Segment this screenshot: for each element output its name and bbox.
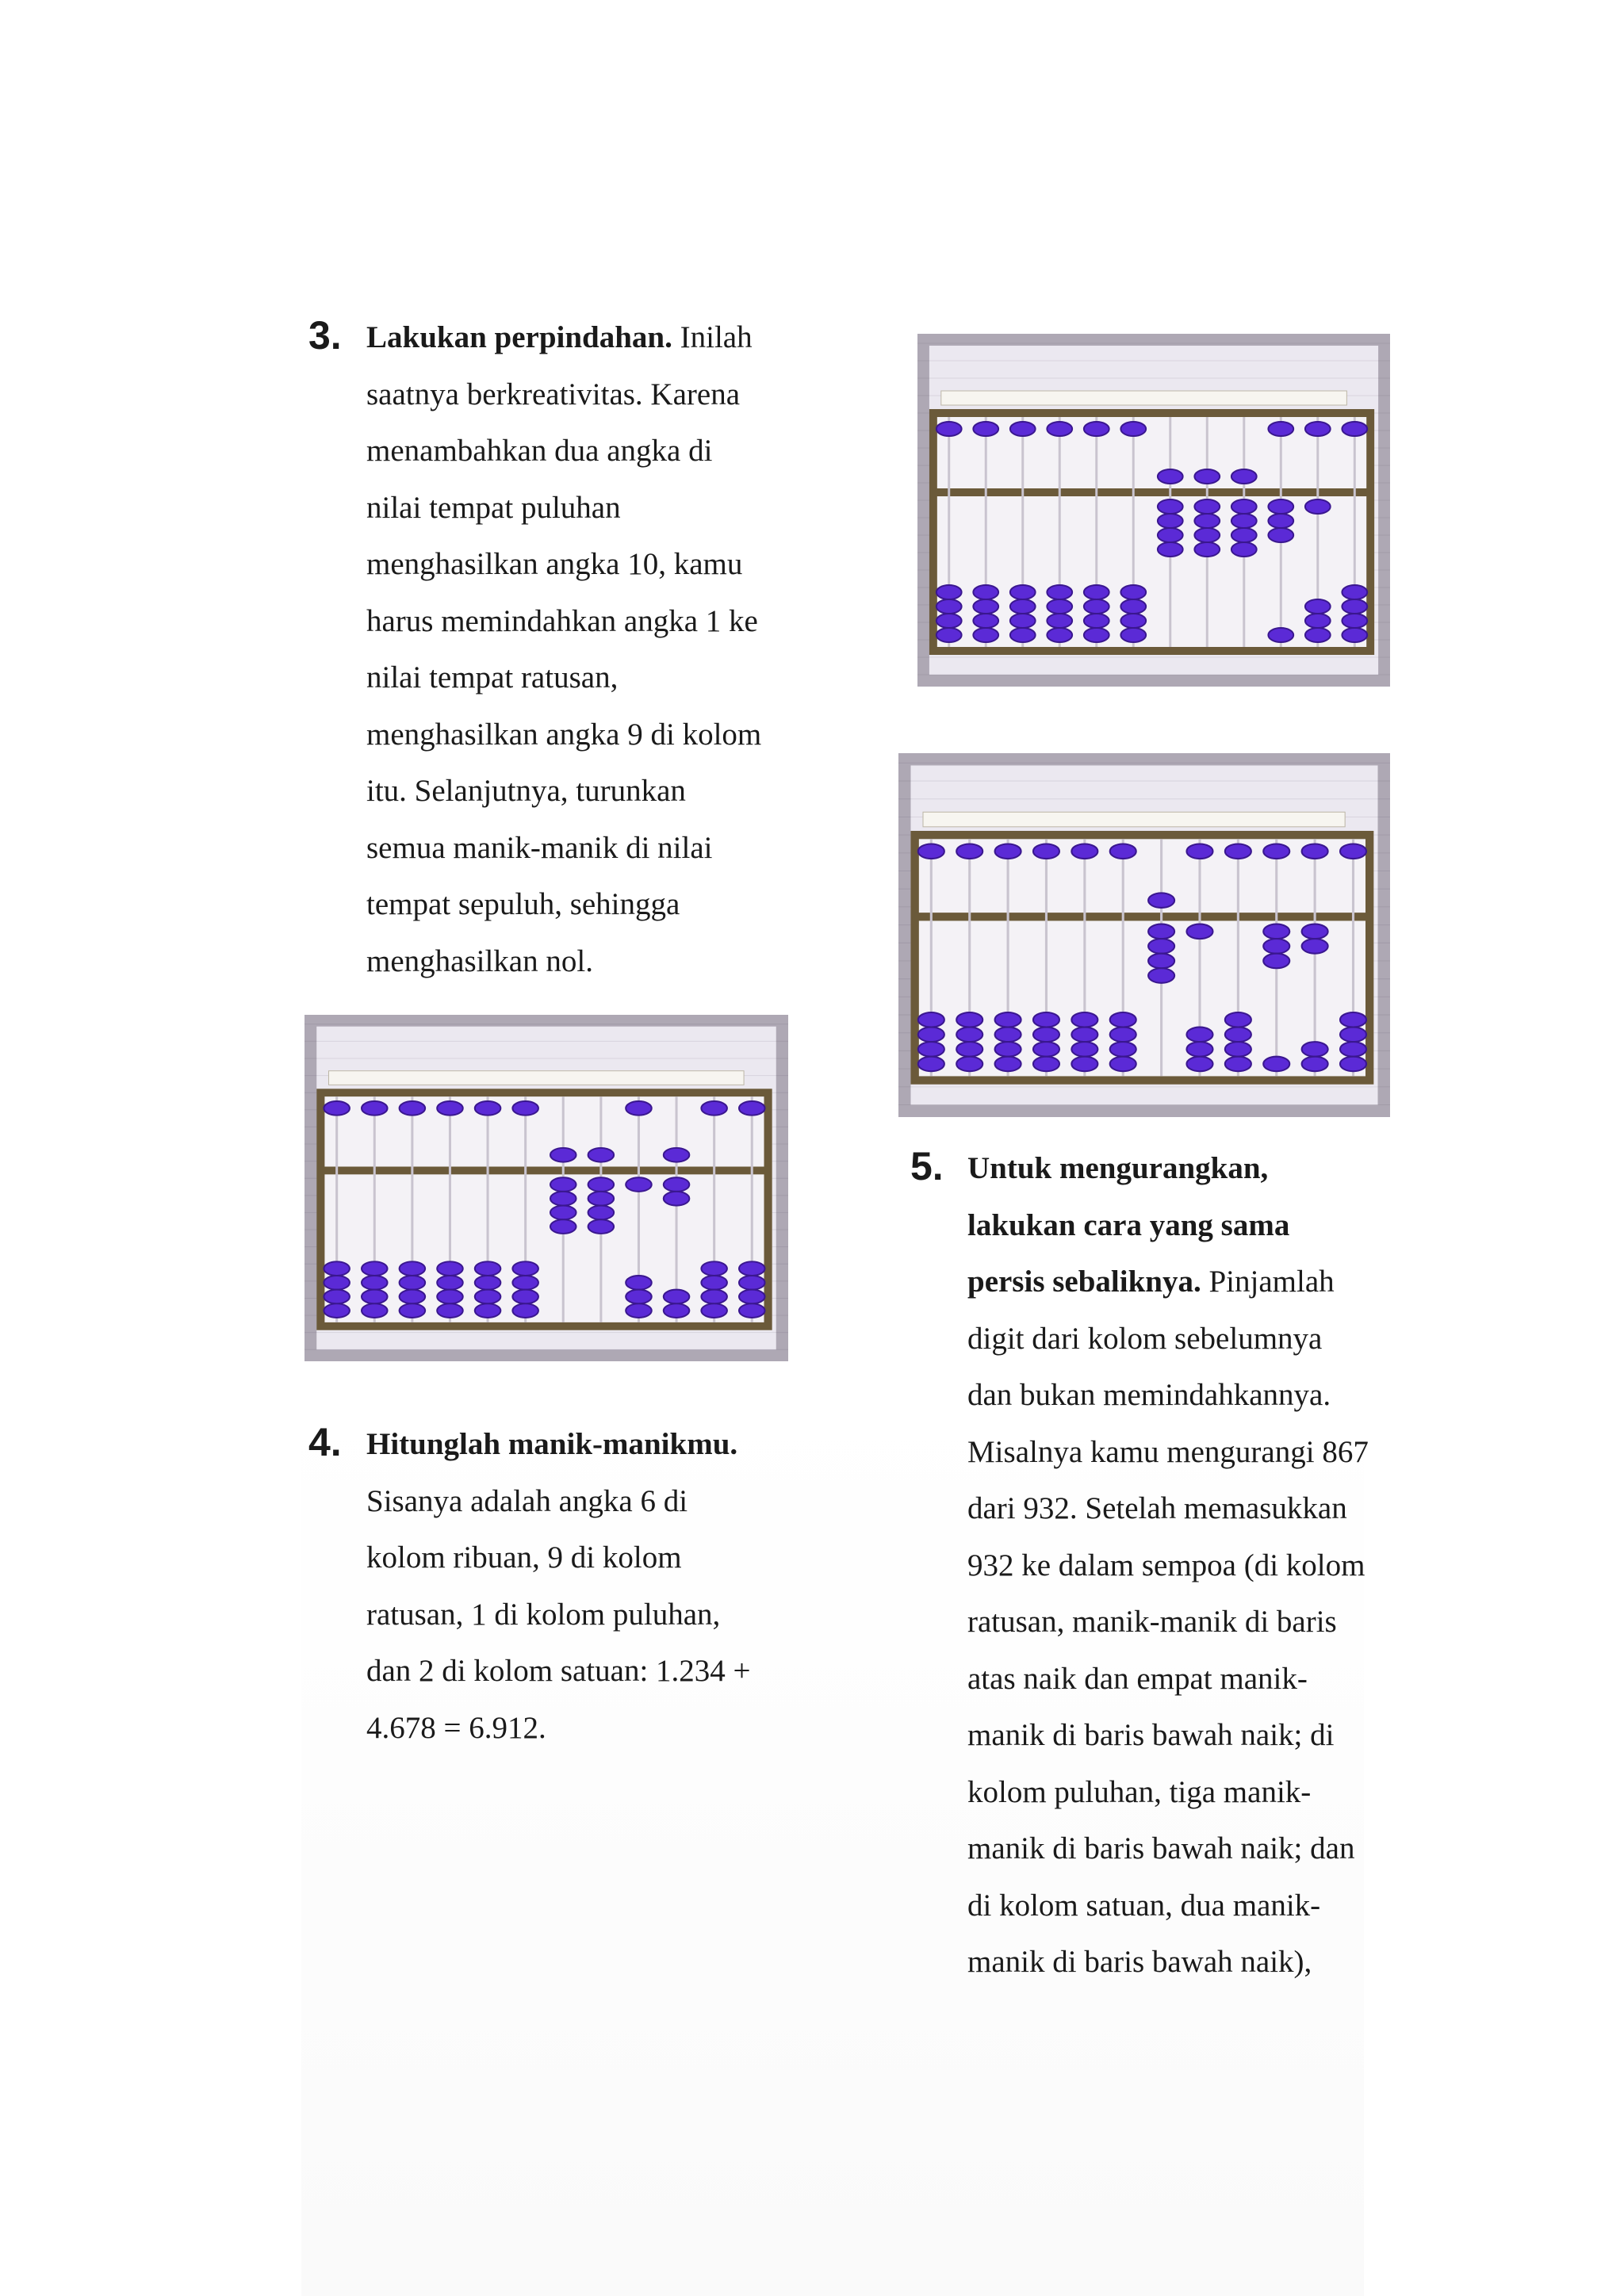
abacus-photo-left (304, 1015, 788, 1361)
abacus-lower-bead (739, 1276, 765, 1290)
abacus-upper-bead (400, 1101, 426, 1115)
abacus-upper-bead (995, 844, 1021, 859)
abacus-lower-bead (1225, 1012, 1251, 1027)
abacus-lower-bead (973, 614, 998, 628)
abacus-lower-bead (400, 1303, 426, 1318)
step-3-line-9: semua manik-manik di nilai (366, 830, 713, 865)
abacus-lower-bead (1033, 1027, 1059, 1043)
abacus-upper-bead (1194, 469, 1220, 484)
abacus-upper-bead (1033, 844, 1059, 859)
step-4-line-2: kolom ribuan, 9 di kolom (366, 1540, 682, 1575)
abacus-lower-bead (973, 599, 998, 614)
abacus-lower-bead (550, 1192, 576, 1206)
abacus-lower-bead (1071, 1042, 1097, 1057)
abacus-lower-bead (701, 1276, 727, 1290)
abacus-lower-bead (1305, 599, 1331, 614)
abacus-upper-bead (1071, 844, 1097, 859)
abacus-lower-bead (362, 1303, 388, 1318)
step-4-line-1: Sisanya adalah angka 6 di (366, 1483, 688, 1518)
abacus-lower-bead (701, 1290, 727, 1304)
step-5-line-9: kolom puluhan, tiga manik- (967, 1774, 1312, 1809)
abacus-lower-bead (1084, 599, 1109, 614)
abacus-lower-bead (550, 1206, 576, 1220)
abacus-lower-bead (1194, 528, 1220, 542)
abacus-upper-bead (956, 844, 982, 859)
abacus-lower-bead (1186, 1057, 1212, 1072)
step-5-line-6: ratusan, manik-manik di baris (967, 1605, 1337, 1639)
abacus-upper-bead (664, 1148, 690, 1162)
abacus-lower-bead (1148, 939, 1174, 954)
abacus-lower-bead (1342, 585, 1367, 599)
step-4-number: 4. (308, 1420, 342, 1464)
abacus-lower-bead (1047, 585, 1072, 599)
abacus-lower-bead (324, 1261, 350, 1276)
abacus-lower-bead (1225, 1027, 1251, 1043)
abacus-lower-bead (626, 1276, 652, 1290)
abacus-lower-bead (475, 1290, 501, 1304)
abacus-lower-bead (739, 1290, 765, 1304)
abacus-lower-bead (1110, 1012, 1136, 1027)
step-3-line-4: menghasilkan angka 10, kamu (366, 547, 743, 581)
abacus-lower-bead (437, 1303, 463, 1318)
abacus-lower-bead (1010, 599, 1036, 614)
step-4-line-4: dan 2 di kolom satuan: 1.234 + (366, 1654, 751, 1688)
abacus-lower-bead (1340, 1042, 1366, 1057)
abacus-lower-bead (664, 1290, 690, 1304)
abacus-lower-bead (1263, 939, 1289, 954)
abacus-upper-bead (1148, 893, 1174, 908)
abacus-lower-bead (918, 1057, 944, 1072)
abacus-frame (915, 835, 1370, 1080)
abacus-lower-bead (1110, 1057, 1136, 1072)
abacus-lower-bead (1263, 924, 1289, 939)
abacus-lower-bead (1342, 628, 1367, 642)
step-3-line-2: menambahkan dua angka di (366, 434, 713, 468)
abacus-lower-bead (512, 1290, 538, 1304)
step-5-line-7: atas naik dan empat manik- (967, 1661, 1308, 1696)
abacus-lower-bead (956, 1027, 982, 1043)
abacus-upper-bead (1231, 469, 1257, 484)
abacus-lower-bead (324, 1303, 350, 1318)
step-3-line-5: harus memindahkan angka 1 ke (366, 603, 758, 638)
abacus-upper-bead (1084, 422, 1109, 436)
step-5-heading-1: Untuk mengurangkan, (967, 1151, 1269, 1185)
abacus-lower-bead (1194, 514, 1220, 528)
abacus-upper-bead (936, 422, 962, 436)
step-3-line-10: tempat sepuluh, sehingga (366, 887, 680, 921)
abacus-lower-bead (1340, 1057, 1366, 1072)
abacus-illustration (304, 1015, 788, 1361)
step-5-line-1: digit dari kolom sebelumnya (967, 1321, 1323, 1356)
abacus-lower-bead (1186, 924, 1212, 939)
abacus-lower-bead (1071, 1057, 1097, 1072)
step-3-line-11: menghasilkan nol. (366, 943, 593, 978)
step-4-text (366, 1416, 751, 1756)
step-5-line-2: dan bukan memindahkannya. (967, 1378, 1331, 1412)
abacus-lower-bead (1263, 1057, 1289, 1072)
column-label-strip (329, 1071, 745, 1085)
abacus-lower-bead (512, 1261, 538, 1276)
abacus-lower-bead (1302, 939, 1328, 954)
abacus-upper-bead (324, 1101, 350, 1115)
abacus-lower-bead (362, 1261, 388, 1276)
abacus-upper-bead (918, 844, 944, 859)
abacus-lower-bead (1186, 1027, 1212, 1043)
abacus-upper-bead (1158, 469, 1183, 484)
abacus-lower-bead (400, 1276, 426, 1290)
abacus-lower-bead (1194, 499, 1220, 514)
abacus-lower-bead (475, 1261, 501, 1276)
abacus-lower-bead (400, 1290, 426, 1304)
step-5-line-10: manik di baris bawah naik; dan (967, 1831, 1355, 1866)
abacus-lower-bead (1194, 542, 1220, 557)
abacus-lower-bead (1302, 1057, 1328, 1072)
abacus-upper-bead (1342, 422, 1367, 436)
step-3-line-1: saatnya berkreativitas. Karena (366, 377, 741, 411)
step-5-line-4: dari 932. Setelah memasukkan (967, 1491, 1347, 1525)
step-3-heading: Lakukan perpindahan. (366, 320, 672, 354)
abacus-lower-bead (1071, 1027, 1097, 1043)
abacus-lower-bead (324, 1276, 350, 1290)
abacus-lower-bead (973, 628, 998, 642)
step-3-number: 3. (308, 313, 342, 358)
abacus-upper-bead (1010, 422, 1036, 436)
step-5-number: 5. (910, 1144, 944, 1188)
abacus-lower-bead (588, 1192, 615, 1206)
abacus-lower-bead (956, 1057, 982, 1072)
abacus-lower-bead (1084, 614, 1109, 628)
abacus-lower-bead (626, 1290, 652, 1304)
abacus-lower-bead (1148, 924, 1174, 939)
abacus-lower-bead (475, 1276, 501, 1290)
abacus-lower-bead (1225, 1057, 1251, 1072)
abacus-lower-bead (362, 1290, 388, 1304)
abacus-lower-bead (664, 1303, 690, 1318)
abacus-lower-bead (739, 1261, 765, 1276)
abacus-lower-bead (550, 1177, 576, 1192)
abacus-lower-bead (437, 1290, 463, 1304)
abacus-lower-bead (1231, 528, 1257, 542)
step-5-line-5: 932 ke dalam sempoa (di kolom (967, 1548, 1365, 1582)
abacus-upper-bead (973, 422, 998, 436)
abacus-lower-bead (1340, 1012, 1366, 1027)
abacus-photo-middle-right (898, 753, 1390, 1117)
abacus-upper-bead (512, 1101, 538, 1115)
abacus-upper-bead (1047, 422, 1072, 436)
abacus-lower-bead (1120, 614, 1146, 628)
abacus-upper-bead (588, 1148, 615, 1162)
abacus-illustration (917, 334, 1390, 687)
abacus-lower-bead (936, 614, 962, 628)
abacus-upper-bead (1225, 844, 1251, 859)
abacus-lower-bead (400, 1261, 426, 1276)
abacus-lower-bead (1305, 628, 1331, 642)
abacus-lower-bead (1305, 499, 1331, 514)
abacus-upper-bead (437, 1101, 463, 1115)
abacus-lower-bead (1302, 1042, 1328, 1057)
abacus-lower-bead (1263, 954, 1289, 969)
abacus-lower-bead (1158, 542, 1183, 557)
abacus-lower-bead (1033, 1042, 1059, 1057)
abacus-lower-bead (1071, 1012, 1097, 1027)
abacus-lower-bead (512, 1303, 538, 1318)
step-4-line-5: 4.678 = 6.912. (366, 1710, 546, 1745)
abacus-lower-bead (1120, 585, 1146, 599)
abacus-lower-bead (1010, 628, 1036, 642)
abacus-lower-bead (1158, 528, 1183, 542)
abacus-photo-top-right (917, 334, 1390, 687)
abacus-lower-bead (1342, 614, 1367, 628)
abacus-lower-bead (995, 1042, 1021, 1057)
abacus-lower-bead (1033, 1012, 1059, 1027)
abacus-upper-bead (1302, 844, 1328, 859)
step-4-line-3: ratusan, 1 di kolom puluhan, (366, 1597, 721, 1632)
abacus-lower-bead (956, 1042, 982, 1057)
abacus-lower-bead (1047, 628, 1072, 642)
abacus-lower-bead (936, 585, 962, 599)
abacus-lower-bead (588, 1177, 615, 1192)
abacus-lower-bead (1084, 585, 1109, 599)
abacus-lower-bead (1110, 1042, 1136, 1057)
step-5-line-12: manik di baris bawah naik), (967, 1945, 1312, 1979)
abacus-lower-bead (1268, 499, 1293, 514)
abacus-lower-bead (956, 1012, 982, 1027)
abacus-lower-bead (588, 1219, 615, 1234)
abacus-lower-bead (437, 1276, 463, 1290)
abacus-upper-bead (626, 1101, 652, 1115)
abacus-lower-bead (664, 1192, 690, 1206)
abacus-lower-bead (995, 1027, 1021, 1043)
abacus-frame (320, 1093, 768, 1326)
abacus-upper-bead (1268, 422, 1293, 436)
abacus-lower-bead (739, 1303, 765, 1318)
step-5-line-8: manik di baris bawah naik; di (967, 1718, 1335, 1752)
abacus-illustration (898, 753, 1390, 1117)
abacus-lower-bead (512, 1276, 538, 1290)
abacus-lower-bead (995, 1057, 1021, 1072)
abacus-upper-bead (1305, 422, 1331, 436)
abacus-lower-bead (626, 1177, 652, 1192)
step-3-line-8: itu. Selanjutnya, turunkan (366, 774, 686, 808)
abacus-lower-bead (588, 1206, 615, 1220)
step-3-line-7: menghasilkan angka 9 di kolom (366, 717, 762, 752)
abacus-lower-bead (626, 1303, 652, 1318)
abacus-upper-bead (1120, 422, 1146, 436)
abacus-lower-bead (1231, 542, 1257, 557)
abacus-lower-bead (1120, 628, 1146, 642)
step-5-heading-3: persis sebaliknya. (967, 1265, 1201, 1299)
abacus-upper-bead (1186, 844, 1212, 859)
abacus-lower-bead (550, 1219, 576, 1234)
abacus-lower-bead (1225, 1042, 1251, 1057)
abacus-lower-bead (324, 1290, 350, 1304)
abacus-lower-bead (1047, 614, 1072, 628)
abacus-divider-bar (320, 1166, 768, 1174)
abacus-lower-bead (701, 1261, 727, 1276)
abacus-upper-bead (550, 1148, 576, 1162)
abacus-upper-bead (362, 1101, 388, 1115)
abacus-divider-bar (915, 913, 1370, 920)
abacus-lower-bead (918, 1027, 944, 1043)
abacus-lower-bead (1268, 628, 1293, 642)
abacus-lower-bead (1231, 514, 1257, 528)
abacus-lower-bead (1120, 599, 1146, 614)
abacus-lower-bead (1158, 514, 1183, 528)
column-label-strip (941, 391, 1347, 405)
abacus-lower-bead (1158, 499, 1183, 514)
abacus-upper-bead (739, 1101, 765, 1115)
abacus-lower-bead (1010, 585, 1036, 599)
abacus-upper-bead (1110, 844, 1136, 859)
abacus-lower-bead (1231, 499, 1257, 514)
abacus-lower-bead (995, 1012, 1021, 1027)
abacus-lower-bead (936, 628, 962, 642)
abacus-lower-bead (1342, 599, 1367, 614)
abacus-lower-bead (1186, 1042, 1212, 1057)
abacus-lower-bead (664, 1177, 690, 1192)
abacus-lower-bead (1010, 614, 1036, 628)
step-5-line-11: di kolom satuan, dua manik- (967, 1888, 1321, 1923)
abacus-lower-bead (437, 1261, 463, 1276)
abacus-lower-bead (1084, 628, 1109, 642)
step-3-line-6: nilai tempat ratusan, (366, 660, 619, 695)
step-5-text (967, 1140, 1369, 1991)
step-5-heading-2: lakukan cara yang sama (967, 1207, 1290, 1242)
abacus-lower-bead (1305, 614, 1331, 628)
step-5-line-0: Pinjamlah (1208, 1265, 1335, 1299)
column-label-strip (923, 812, 1345, 827)
abacus-upper-bead (1263, 844, 1289, 859)
abacus-lower-bead (1047, 599, 1072, 614)
step-3-line-3: nilai tempat puluhan (366, 490, 621, 525)
abacus-lower-bead (973, 585, 998, 599)
abacus-upper-bead (701, 1101, 727, 1115)
abacus-lower-bead (1268, 528, 1293, 542)
abacus-lower-bead (1340, 1027, 1366, 1043)
abacus-lower-bead (1148, 954, 1174, 969)
abacus-lower-bead (1033, 1057, 1059, 1072)
abacus-lower-bead (918, 1012, 944, 1027)
abacus-lower-bead (918, 1042, 944, 1057)
abacus-lower-bead (1110, 1027, 1136, 1043)
abacus-lower-bead (362, 1276, 388, 1290)
abacus-frame (933, 413, 1370, 651)
step-3-text (366, 309, 761, 989)
abacus-lower-bead (1302, 924, 1328, 939)
abacus-lower-bead (936, 599, 962, 614)
abacus-upper-bead (475, 1101, 501, 1115)
step-5-line-3: Misalnya kamu mengurangi 867 (967, 1434, 1369, 1469)
abacus-lower-bead (701, 1303, 727, 1318)
abacus-lower-bead (475, 1303, 501, 1318)
abacus-upper-bead (1340, 844, 1366, 859)
step-3-line-0: Inilah (680, 320, 753, 354)
abacus-divider-bar (933, 488, 1370, 496)
abacus-lower-bead (1268, 514, 1293, 528)
abacus-lower-bead (1148, 968, 1174, 983)
step-4-heading: Hitunglah manik-manikmu. (366, 1427, 738, 1461)
